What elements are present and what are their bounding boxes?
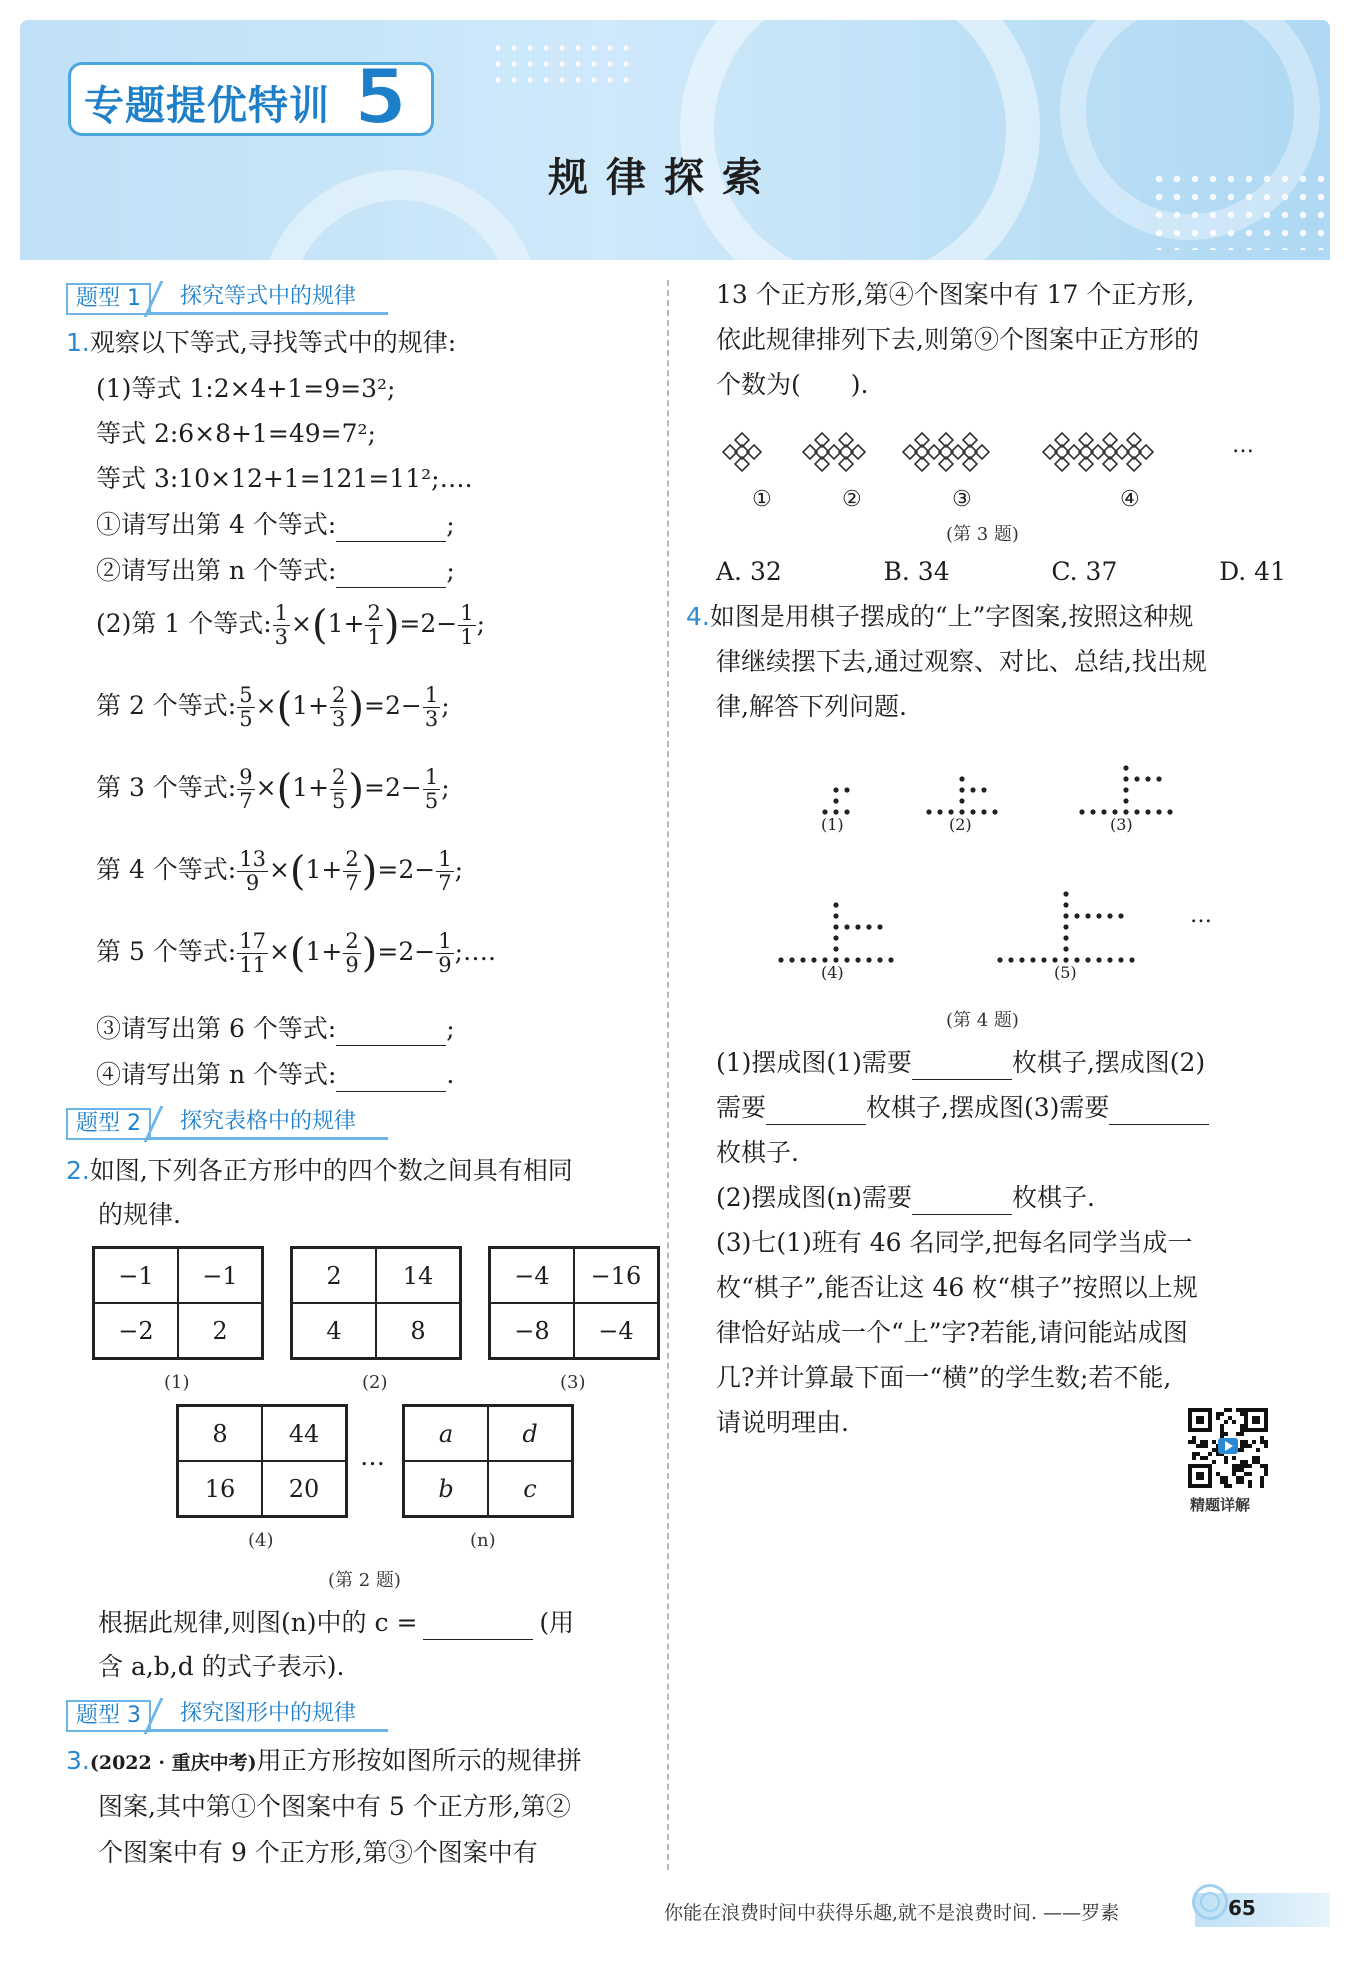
chess-piece-dot	[1052, 957, 1057, 962]
chess-piece-dot	[937, 809, 942, 814]
chess-piece-dot	[1123, 776, 1128, 781]
q1-equation-2: 第 2 个等式: $\frac{5}{5}$ ×(1+ $\frac{2}{3}$ )=2− $\frac{1}{3}$ ;	[96, 683, 450, 731]
figure-caption: (第 3 题)	[946, 524, 1019, 545]
chess-piece-dot	[1085, 957, 1090, 962]
figure-caption: (1)	[164, 1372, 190, 1393]
decor-arc	[680, 20, 1040, 260]
q1-ask-1: ①请写出第 4 个等式: ;	[96, 508, 455, 542]
chess-piece-dot	[811, 957, 816, 962]
figure-label: ③	[952, 487, 972, 512]
option-d[interactable]: D. 41	[1219, 557, 1286, 586]
chess-piece-dot	[888, 957, 893, 962]
chess-piece-dot	[926, 809, 931, 814]
option-c[interactable]: C. 37	[1051, 557, 1118, 586]
number-square-2: 2 14 4 8	[290, 1246, 462, 1360]
answer-blank[interactable]	[336, 1064, 446, 1092]
chess-piece-dot	[959, 809, 964, 814]
q4-part3: (3)七(1)班有 46 名同学,把每名同学当成一	[716, 1228, 1193, 1257]
chess-piece-dot	[1123, 798, 1128, 803]
chess-piece-dot	[1079, 809, 1084, 814]
q4-line: 律,解答下列问题.	[716, 692, 907, 721]
q3-line: 13 个正方形,第④个图案中有 17 个正方形,	[716, 280, 1195, 309]
figure-caption: (第 2 题)	[328, 1570, 401, 1591]
chess-piece-figure	[740, 720, 1260, 990]
figure-label: ②	[842, 487, 862, 512]
question-3-text: 3.(2022 · 重庆中考)用正方形按如图所示的规律拼	[66, 1746, 582, 1775]
chess-piece-dot	[997, 957, 1002, 962]
q1-equation-1: (2)第 1 个等式: $\frac{1}{3}$ ×(1+ $\frac{2}{1}$ )=2− $\frac{1}{1}$ ;	[96, 601, 486, 649]
chess-piece-dot	[1063, 913, 1068, 918]
chess-piece-dot	[1041, 957, 1046, 962]
ellipsis: …	[1190, 903, 1212, 928]
chess-piece-dot	[833, 935, 838, 940]
chess-piece-dot	[1063, 902, 1068, 907]
chess-piece-dot	[833, 924, 838, 929]
chess-piece-dot	[1167, 809, 1172, 814]
q1-equation-5: 第 5 个等式: $\frac{17}{11}$ ×(1+ $\frac{2}{9}$ )=2− $\frac{1}{9}$ ;….	[96, 929, 496, 977]
chess-piece-dot	[1123, 809, 1128, 814]
q1-line: (1)等式 1:2×4+1=9=3²;	[96, 374, 396, 403]
chess-piece-dot	[1063, 935, 1068, 940]
chess-piece-dot	[959, 798, 964, 803]
chess-piece-dot	[1118, 913, 1123, 918]
q4-part1: (1)摆成图(1)需要 枚棋子,摆成图(2)	[716, 1046, 1205, 1080]
chess-piece-dot	[1107, 957, 1112, 962]
q4-part1: 枚棋子.	[716, 1138, 799, 1167]
q1-ask-3: ③请写出第 6 个等式: ;	[96, 1012, 455, 1046]
question-2-text: 2.如图,下列各正方形中的四个数之间具有相同	[66, 1156, 573, 1185]
number-square-n: a d b c	[402, 1404, 574, 1518]
chess-piece-dot	[833, 957, 838, 962]
question-number: 1.	[66, 328, 90, 357]
section-tag: 题型 1	[66, 283, 151, 313]
answer-blank[interactable]	[336, 1018, 446, 1046]
square-pattern-figure	[720, 410, 1280, 520]
chess-piece-dot	[822, 957, 827, 962]
chess-piece-dot	[992, 809, 997, 814]
section-tag: 题型 3	[66, 1700, 151, 1730]
chess-piece-dot	[1063, 957, 1068, 962]
chess-piece-dot	[1063, 946, 1068, 951]
answer-blank[interactable]	[912, 1187, 1012, 1215]
header-banner	[20, 20, 1330, 260]
figure-label: (1)	[821, 815, 844, 834]
chess-piece-dot	[1123, 787, 1128, 792]
section-heading-2	[66, 1108, 388, 1140]
chess-piece-dot	[970, 787, 975, 792]
chess-piece-dot	[1096, 913, 1101, 918]
q4-part3: 律恰好站成一个“上”字?若能,请问能站成图	[716, 1318, 1188, 1347]
chess-piece-dot	[1134, 776, 1139, 781]
figure-label: ①	[752, 487, 772, 512]
chess-piece-dot	[948, 809, 953, 814]
chess-piece-dot	[866, 924, 871, 929]
question-1-intro: 1.观察以下等式,寻找等式中的规律:	[66, 328, 457, 357]
section-name: 探究图形中的规律	[180, 1701, 357, 1726]
chess-piece-dot	[833, 787, 838, 792]
question-number: 4.	[686, 602, 710, 631]
answer-blank[interactable]	[423, 1612, 533, 1640]
answer-blank[interactable]	[1109, 1097, 1209, 1125]
q3-line: 个图案中有 9 个正方形,第③个图案中有	[98, 1838, 538, 1867]
source-note: (2022 · 重庆中考)	[89, 1752, 257, 1774]
page-decor-circle	[1200, 1892, 1220, 1912]
figure-caption: (n)	[470, 1530, 496, 1551]
chess-piece-dot	[800, 957, 805, 962]
chess-piece-dot	[877, 957, 882, 962]
number-square-3: −4 −16 −8 −4	[488, 1246, 660, 1360]
q1-ask-4: ④请写出第 n 个等式: .	[96, 1058, 454, 1092]
chess-piece-dot	[844, 924, 849, 929]
chess-piece-dot	[844, 957, 849, 962]
chess-piece-dot	[844, 787, 849, 792]
chess-piece-dot	[1156, 809, 1161, 814]
chess-piece-dot	[833, 902, 838, 907]
footer-quote: 你能在浪费时间中获得乐趣,就不是浪费时间. ——罗素	[664, 1902, 1120, 1924]
chess-piece-dot	[1085, 913, 1090, 918]
chess-piece-dot	[778, 957, 783, 962]
option-a[interactable]: A. 32	[716, 557, 782, 586]
figure-label: (2)	[949, 815, 972, 834]
chess-piece-dot	[1156, 776, 1161, 781]
figure-caption: (2)	[362, 1372, 388, 1393]
chess-piece-dot	[959, 787, 964, 792]
chess-piece-dot	[855, 924, 860, 929]
q1-equation-3: 第 3 个等式: $\frac{9}{7}$ ×(1+ $\frac{2}{5}$ )=2− $\frac{1}{5}$ ;	[96, 765, 450, 813]
chess-piece-dot	[1118, 957, 1123, 962]
chess-piece-dot	[1123, 765, 1128, 770]
page-number: 65	[1228, 1896, 1256, 1920]
answer-blank[interactable]	[766, 1097, 866, 1125]
section-tag: 题型 2	[66, 1108, 151, 1138]
qr-code-icon[interactable]	[1188, 1408, 1268, 1488]
decor-dots	[490, 40, 630, 90]
chess-piece-dot	[1129, 957, 1134, 962]
answer-blank[interactable]	[336, 514, 446, 542]
chess-piece-dot	[1063, 891, 1068, 896]
series-number: 5	[354, 52, 407, 141]
chess-piece-dot	[1074, 913, 1079, 918]
q1-line: 等式 2:6×8+1=49=7²;	[96, 419, 376, 448]
chess-piece-dot	[1134, 809, 1139, 814]
q3-options	[716, 555, 1286, 589]
q4-part3: 枚“棋子”,能否让这 46 枚“棋子”按照以上规	[716, 1273, 1198, 1302]
answer-blank[interactable]	[912, 1052, 1012, 1080]
series-label: 专题提优特训	[84, 83, 330, 129]
answer-blank[interactable]	[336, 560, 446, 588]
chess-piece-dot	[959, 776, 964, 781]
question-4-text: 4.如图是用棋子摆成的“上”字图案,按照这种规	[686, 602, 1194, 631]
decor-dots	[1150, 170, 1330, 250]
option-b[interactable]: B. 34	[883, 557, 950, 586]
chess-piece-dot	[1096, 957, 1101, 962]
q3-line: 个数为( ).	[716, 370, 869, 399]
section-name: 探究表格中的规律	[180, 1109, 357, 1134]
number-square-4: 8 44 16 20	[176, 1404, 348, 1518]
q4-part1: 需要 枚棋子,摆成图(3)需要	[716, 1091, 1209, 1125]
question-number: 3.	[66, 1746, 90, 1775]
chess-piece-dot	[833, 946, 838, 951]
q2-answer-line: 根据此规律,则图(n)中的 c = (用	[98, 1606, 574, 1640]
chess-piece-dot	[981, 809, 986, 814]
q1-line: 等式 3:10×12+1=121=11²;….	[96, 464, 473, 493]
q2-line: 的规律.	[98, 1200, 181, 1229]
q4-part3: 几?并计算最下面一“横”的学生数;若不能,	[716, 1363, 1172, 1392]
chess-piece-dot	[1063, 924, 1068, 929]
chess-piece-dot	[981, 787, 986, 792]
decor-arc	[260, 170, 540, 260]
column-divider	[667, 280, 669, 1870]
figure-label: (3)	[1110, 815, 1133, 834]
chess-piece-dot	[855, 957, 860, 962]
chess-piece-dot	[1145, 809, 1150, 814]
chess-piece-dot	[1030, 957, 1035, 962]
figure-caption: (4)	[248, 1530, 274, 1551]
figure-label: (4)	[821, 963, 844, 982]
figure-caption: (3)	[560, 1372, 586, 1393]
qr-label: 精题详解	[1190, 1496, 1251, 1514]
question-number: 2.	[66, 1156, 90, 1185]
q1-ask-2: ②请写出第 n 个等式: ;	[96, 554, 455, 588]
q3-line: 图案,其中第①个图案中有 5 个正方形,第②	[98, 1792, 571, 1821]
section-name: 探究等式中的规律	[180, 284, 357, 309]
q3-line: 依此规律排列下去,则第⑨个图案中正方形的	[716, 325, 1199, 354]
chess-piece-dot	[1112, 809, 1117, 814]
section-heading-1	[66, 283, 388, 315]
figure-caption: (第 4 题)	[946, 1010, 1019, 1031]
chess-piece-dot	[822, 809, 827, 814]
chess-piece-dot	[1074, 957, 1079, 962]
q4-line: 律继续摆下去,通过观察、对比、总结,找出规	[716, 647, 1207, 676]
ellipsis: …	[1232, 433, 1254, 458]
section-heading-3	[66, 1700, 388, 1732]
number-square-1: −1 −1 −2 2	[92, 1246, 264, 1360]
q4-part2: (2)摆成图(n)需要 枚棋子.	[716, 1181, 1095, 1215]
chess-piece-dot	[833, 798, 838, 803]
ellipsis: …	[360, 1442, 385, 1471]
q1-equation-4: 第 4 个等式: $\frac{13}{9}$ ×(1+ $\frac{2}{7}$ )=2− $\frac{1}{7}$ ;	[96, 847, 463, 895]
chess-piece-dot	[1008, 957, 1013, 962]
figure-label: (5)	[1054, 963, 1077, 982]
page-title: 规律探索	[548, 155, 780, 201]
q4-part3: 请说明理由.	[716, 1408, 849, 1437]
q2-answer-line: 含 a,b,d 的式子表示).	[98, 1652, 345, 1681]
chess-piece-dot	[1090, 809, 1095, 814]
chess-piece-dot	[877, 924, 882, 929]
chess-piece-dot	[1019, 957, 1024, 962]
chess-piece-dot	[833, 809, 838, 814]
chess-piece-dot	[1107, 913, 1112, 918]
figure-label: ④	[1120, 487, 1140, 512]
chess-piece-dot	[970, 809, 975, 814]
chess-piece-dot	[866, 957, 871, 962]
chess-piece-dot	[844, 809, 849, 814]
chess-piece-dot	[789, 957, 794, 962]
chess-piece-dot	[833, 913, 838, 918]
chess-piece-dot	[1101, 809, 1106, 814]
chess-piece-dot	[1145, 776, 1150, 781]
